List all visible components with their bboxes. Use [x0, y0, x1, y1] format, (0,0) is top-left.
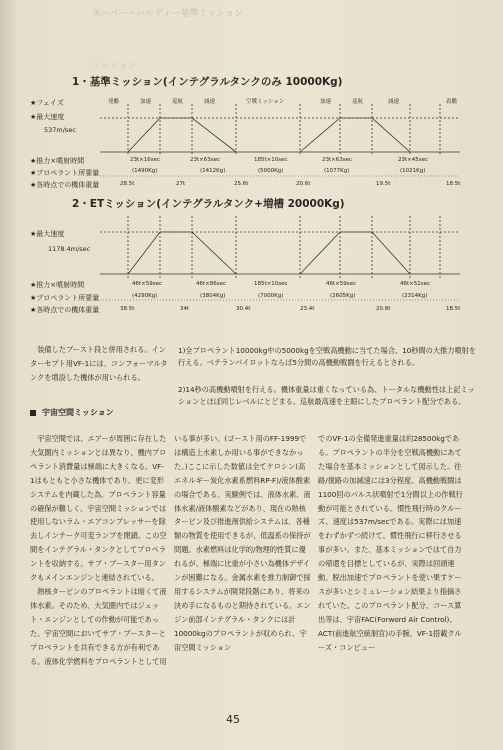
col3-body	[318, 432, 466, 655]
mission-profile-diagram	[0, 0, 503, 330]
col2-body	[174, 432, 312, 655]
mission1-propellant-label: ★プロペラント所要量	[30, 169, 100, 177]
m1-prop-3: (5000Kg)	[258, 168, 284, 174]
m1-mass-2: 27t	[176, 181, 186, 187]
mission1-thrust-label: ★推力×噴射時間	[30, 157, 85, 165]
square-bullet-icon	[30, 410, 36, 416]
m1-thrust-4: 23t×63sec	[322, 157, 353, 163]
phase-cruise-1: 巡航	[172, 99, 184, 105]
m1-mass-3: 25.6t	[234, 181, 249, 187]
m1-mass-5: 19.5t	[376, 181, 391, 187]
col1-para-1: 宇宙空間では、エアーが周囲に存在した大気圏内ミッションとは異なり、機内プロペラント消費量は極端に大きくなる。VF-1はもともと小さな機体であり、更に変形システムを内蔵した為、プロペラント容量の確保が難しく、宇宙空間ミッションでは使用しないラム・エアコンプレッサーを除去しインテーク可変ランプを閉鎖。この空間をインテグラル・タンクとしてプロペラントを収納する。サブ・ブースター用タンクもメインエンジンと連結されている。	[30, 434, 167, 583]
mission2-mass-label: ★各時点での機体重量	[30, 306, 100, 314]
m2-thrust-3: 185t×10sec	[254, 281, 288, 287]
phase-decel-1: 減速	[204, 99, 216, 105]
mission1-phase-label: ★フェイズ	[30, 99, 64, 107]
m2-prop-1: (4290Kg)	[132, 293, 158, 299]
m1-mass-1: 28.5t	[120, 181, 135, 187]
mission1-title: 1・基準ミッション(インテグラルタンクのみ 10000Kg)	[72, 76, 343, 88]
m2-prop-2: (3804Kg)	[200, 293, 226, 299]
phase-landing: 着艦	[446, 99, 458, 105]
col1-para-2: 熱核タービンのプロペラントは暗くて液体水素。そのため、大気圏内ではジェット・エンジンとしての作動が可能であった。宇宙空間においてサブ・ブースターとプロペラントを共有できる方が有利である。液体化学燃料をプロペラントとして用	[30, 586, 167, 666]
col2-text: いる事が多い。(ゴースト用のFF-1999では構造上水素しか用いる事ができなかった。)ここに示した数値は全てケロシン(高エネルギー炭化水素系燃料RP-F)/液体酸素の場合である。実験例では、液体水素、液体水素/液体酸素などがあり、現在の熱核タービン及び推進剤供給システムは、各種類の物質を使用できるが、低温系の保持が問題。水素燃料は化学的/物理的性質に優れるが、極端に比重が小さい為機体デザインが困難になる。金属水素を推力制御で採用するシステムが開発段階にあり、将来の決め手になるものと期待されている。エンジン前部インテグラル・タンクには計10000kgのプロペラントが収められ、宇宙空間ミッション	[174, 434, 311, 652]
m2-prop-5: (2314Kg)	[402, 293, 428, 299]
mission2-max-speed-label: ★最大速度	[30, 230, 65, 238]
m2-mass-5: 20.8t	[376, 306, 391, 312]
col1-intro-text: 装備したブースト段と併用される。インターセプト用VF-1には、コンフォーマルタンクを増設した機体が用いられる。	[30, 345, 168, 382]
phase-cruise-2: 巡航	[352, 99, 364, 105]
m2-thrust-2: 46t×86sec	[196, 281, 227, 287]
m1-thrust-3: 185t×10sec	[254, 157, 288, 163]
mission2-propellant-label: ★プロペラント所要量	[30, 294, 100, 302]
phase-accel-2: 加速	[320, 99, 332, 105]
phase-decel-2: 減速	[388, 99, 400, 105]
m1-prop-5: (1021Kg)	[400, 168, 426, 174]
m2-mass-1: 38.5t	[120, 306, 135, 312]
phase-launch: 発艦	[108, 99, 120, 105]
m2-mass-3: 30.4t	[236, 306, 251, 312]
phase-dogfight: 空戦ミッション	[246, 99, 285, 105]
page-number: 45	[226, 713, 240, 726]
mission1-mass-label: ★各時点での機体重量	[30, 181, 100, 189]
col3-text: でのVF-1の全備発進重量は約28500kgである。プロペラントの半分を空戦高機動にあてた場合を基本ミッションとして図示した。往路/復路の加減速には3分程度、高機動戦闘は1100回のパルス状噴射で1分間以上の作戦行動が可能とされている。慣性飛行時のクルーズ、速度は537m/secである。実際には加速をわずかずつ続けて、慣性飛行に移行させる事が多い。また、基本ミッションではて自力の帰還を目標としているが、実際は回頭連動、脱出加速でプロペラントを使い果すケースが多いとシミュレーション結果より指摘されていた。このプロペラント配分、コース算出等は、宇宙FAC(Forword Air Control)、ACT(前進航空統制官)の手腕、VF-1搭載クルーズ・コンピュー	[318, 434, 463, 652]
mission2-title: 2・ETミッション(インテグラルタンク+増槽 20000Kg)	[72, 198, 345, 210]
m2-thrust-1: 46t×59sec	[132, 281, 163, 287]
m1-thrust-2: 23t×63sec	[190, 157, 221, 163]
m2-thrust-4: 46t×59sec	[326, 281, 357, 287]
m2-mass-6: 18.5t	[446, 306, 461, 312]
m2-prop-3: (7000Kg)	[258, 293, 284, 299]
m2-mass-2: 34t	[180, 306, 190, 312]
m1-prop-2: (1412Kg)	[200, 168, 226, 174]
col1-intro	[30, 343, 168, 385]
mission1-speed-value: 537m/sec	[44, 126, 76, 134]
mission2-speed-value: 1178.4m/sec	[48, 245, 91, 253]
section-heading-text: 宇宙空間ミッション	[42, 408, 114, 417]
m1-thrust-1: 23t×16sec	[130, 157, 161, 163]
m1-thrust-5: 23t×45sec	[398, 157, 429, 163]
phase-accel-1: 加速	[140, 99, 152, 105]
section-heading	[30, 407, 114, 418]
m2-mass-4: 23.4t	[300, 306, 315, 312]
ghost-subheader: ミッション	[92, 61, 137, 71]
mission2-thrust-label: ★推力×噴射時間	[30, 281, 85, 289]
m2-thrust-5: 46t×51sec	[400, 281, 431, 287]
m1-prop-1: (1490Kg)	[132, 168, 158, 174]
col1-body	[30, 432, 168, 668]
m1-prop-4: (1077Kg)	[324, 168, 350, 174]
ghost-header: スーパー・ハルディー基準ミッション	[92, 9, 244, 19]
note-1: 1)全プロペラント10000kg中の5000kgを空戦高機動に当てた場合、10秒間の大推力噴射を行える。ベテランパイロットならば5分間の高機動戦闘を行えるとされる。	[178, 346, 476, 367]
m1-mass-4: 20.6t	[296, 181, 311, 187]
mission1-max-speed-label: ★最大速度	[30, 113, 65, 121]
m2-prop-4: (2605Kg)	[330, 293, 356, 299]
m1-mass-6: 18.5t	[446, 181, 461, 187]
note-2: 2)14秒の高機動噴射を行える。機体重量は重くなっている為、トータルな機動性は上記ミッションとほぼ同じレベルにとどまる。巡航最高速を主眼にしたプロペラント配分である。	[178, 385, 475, 406]
